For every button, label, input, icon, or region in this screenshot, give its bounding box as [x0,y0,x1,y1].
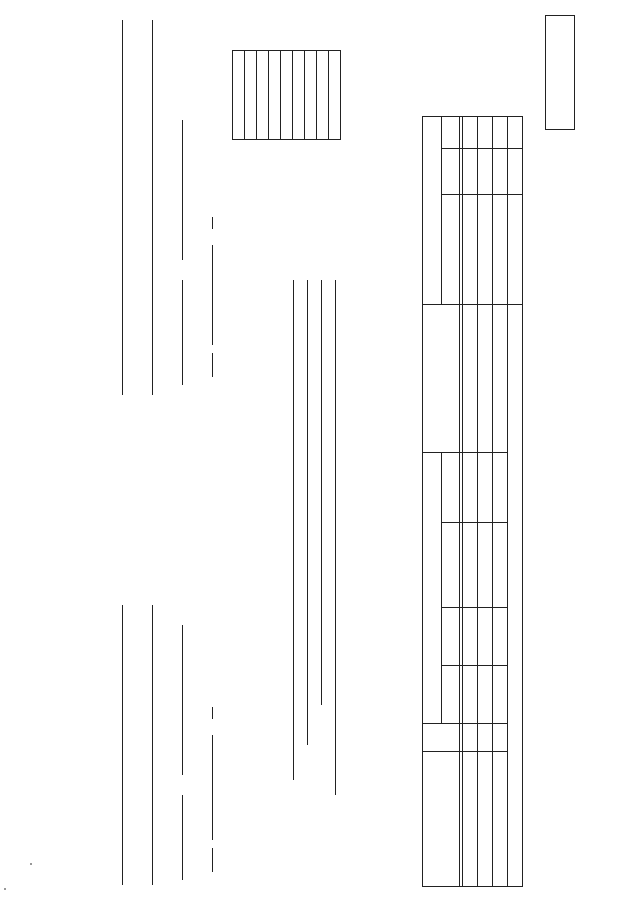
row-number [463,752,478,887]
agree-day-line [212,848,213,872]
row-cell [493,116,508,148]
row-cell [493,608,508,666]
agree-sign-line [182,795,183,880]
col-currency-code [441,116,460,148]
bk-total-label [508,305,523,887]
col-bk-group [423,453,442,724]
agree-year-line [212,707,213,719]
table-row [463,116,478,886]
agree-position-line [122,605,123,885]
row-cell [493,666,508,724]
row-cell [493,195,508,305]
code-list-2 [293,51,305,140]
row-cell [493,453,508,523]
bk-total-row [508,116,523,886]
row-x-mark [478,149,493,195]
row-x-mark [463,149,478,195]
code-date [257,51,269,140]
row-cell [463,453,478,523]
row-cell [463,608,478,666]
row-cell [478,666,493,724]
field-manager-line [307,280,308,745]
row-cell [493,752,508,887]
col-expense [441,453,460,523]
approve-year-line [212,217,213,229]
col-analytic [423,305,460,453]
row-cell [508,195,523,305]
approve-month-line [212,245,213,345]
approve-day-line [212,353,213,377]
codes-table [232,50,341,140]
agree-decode-line [182,625,183,775]
approve-decode-line [182,120,183,260]
approve-manager-line [152,20,153,395]
row-cell [463,666,478,724]
agree-month-line [212,735,213,840]
row-cell [493,149,508,195]
expenses-table [422,116,523,887]
col-currency [441,149,460,195]
row-cell [493,724,508,752]
row-cell [478,195,493,305]
code-oktmo [317,51,329,140]
col-section [441,666,460,724]
row-cell [493,523,508,608]
col-target [441,523,460,608]
code-okud [245,51,257,140]
row-cell [478,752,493,887]
row-cell [478,305,493,453]
scan-speck [30,863,32,865]
code-list-1 [281,51,293,140]
row-cell [463,195,478,305]
scan-speck [4,888,6,890]
col-rub [441,195,460,305]
col-sum-group [423,116,442,304]
col-line-code [423,724,460,752]
table-row [478,116,493,886]
row-cell [508,116,523,148]
col-subsection [441,608,460,666]
col-name [423,752,460,887]
agree-manager-line [152,605,153,885]
row-cell [478,724,493,752]
code-bk [305,51,317,140]
row-x-mark [478,116,493,148]
row-cell [478,608,493,666]
field-main-manager-line [321,280,322,705]
row-cell [508,149,523,195]
approve-position-line [122,20,123,395]
row-cell [463,523,478,608]
row-x-mark [463,116,478,148]
row-cell [478,523,493,608]
row-cell [478,453,493,523]
row-cell [493,305,508,453]
table-row [493,116,508,886]
row-cell [463,305,478,453]
code-okei [329,51,341,140]
field-budget-name-line [335,280,336,795]
field-recipient-line [293,280,294,780]
row-cell [463,724,478,752]
code-okpo [269,51,281,140]
codes-header [233,51,245,140]
page-number-box [545,15,575,130]
approve-sign-line [182,280,183,385]
